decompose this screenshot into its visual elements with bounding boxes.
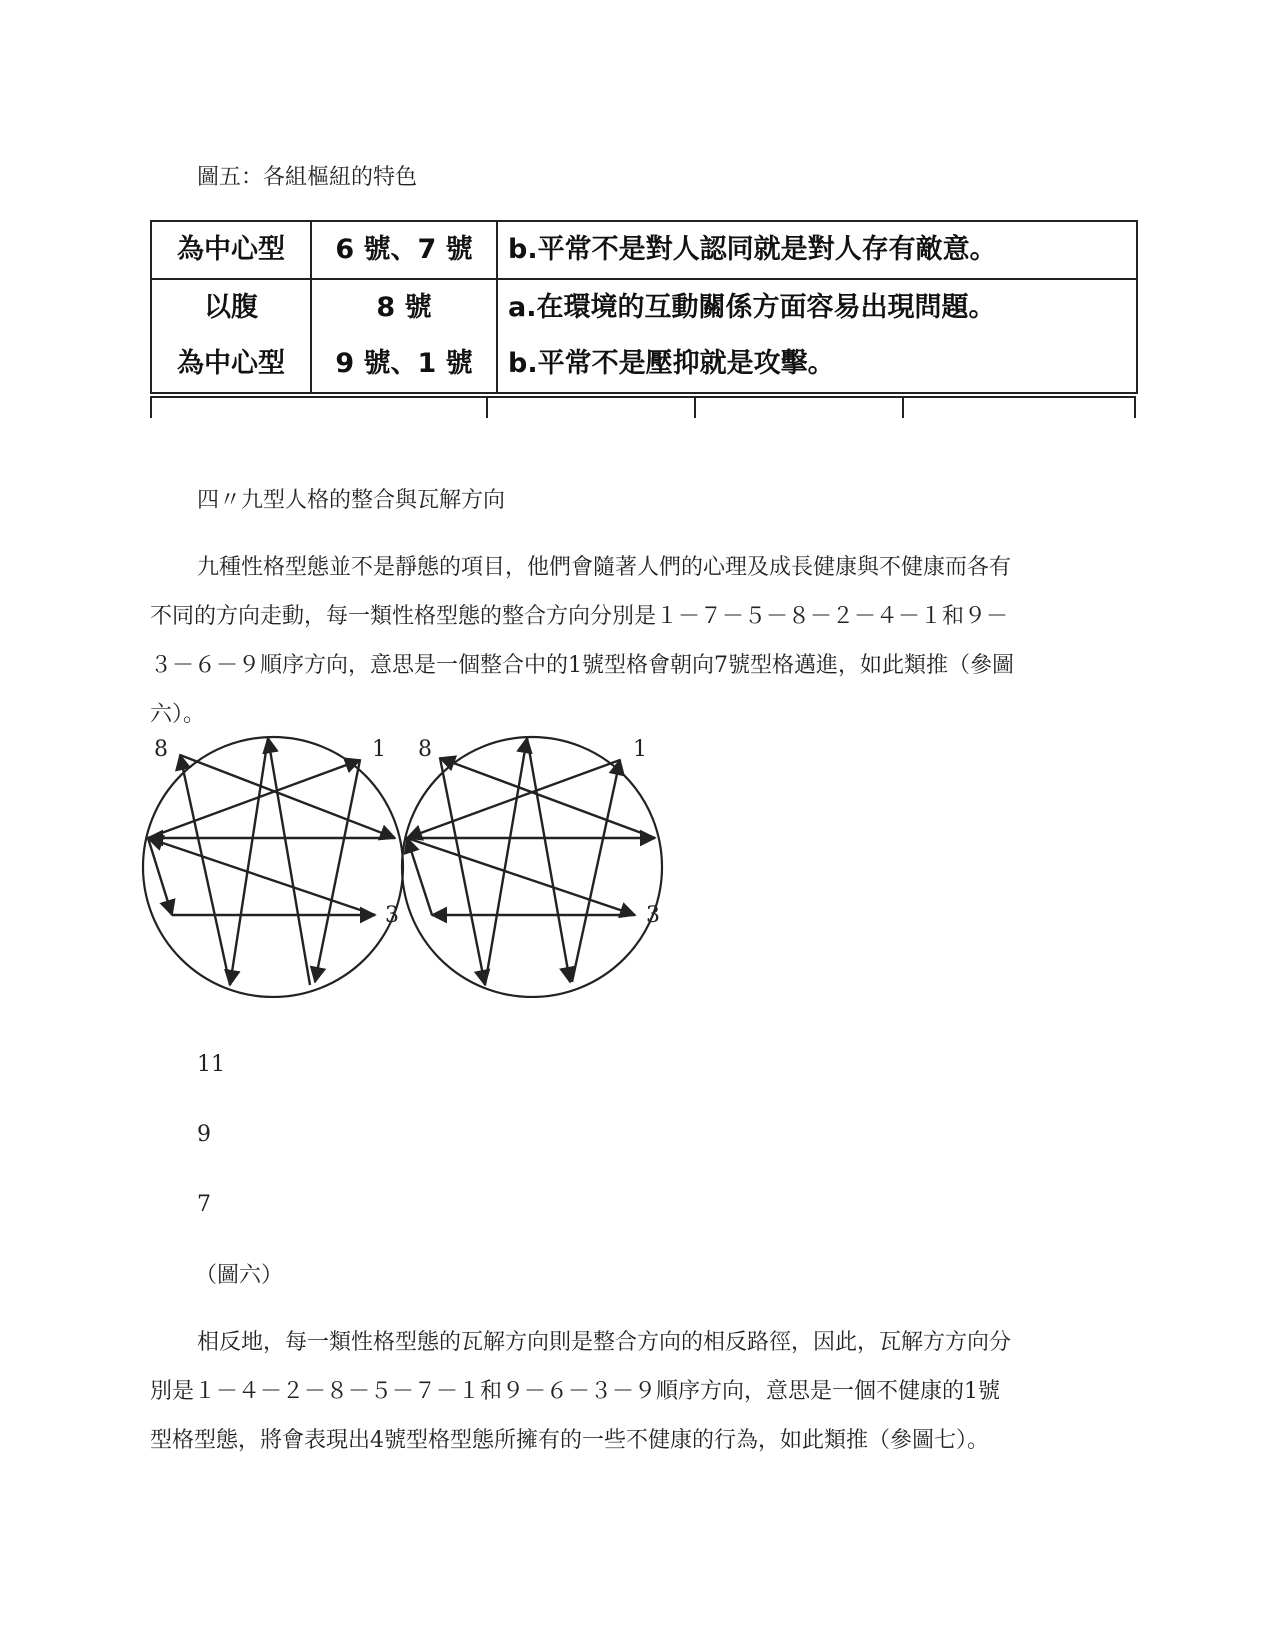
enneagram-diagrams: [140, 730, 700, 1005]
stray-number: 11: [197, 1052, 225, 1077]
label-8-right: 8: [418, 737, 432, 762]
table-row: [151, 279, 1137, 393]
figure6-caption: （圖六）: [195, 1263, 284, 1288]
enneagram-left: [143, 737, 403, 997]
label-3-right: 3: [646, 903, 660, 928]
type-description: b.平常不是對人認同就是對人存有敵意。: [497, 221, 1137, 279]
label-8-left: 8: [154, 737, 168, 762]
table-row: [151, 221, 1137, 279]
paragraph-integration: 九種性格型態並不是靜態的項目，他們會隨著人們的心理及成長健康與不健康而各有 不同的方向走動，每一類性格型態的整合方向分別是１－７－５－８－２－４－１和９－ ３－６－９順序方向，意思是一個整合中的1號型格會朝向7號型格邁進，如此類推（參圖 六）。: [150, 555, 1014, 727]
figure5-caption: 圖五：各組樞紐的特色: [197, 165, 418, 190]
section-heading: 四〃九型人格的整合與瓦解方向: [197, 488, 506, 513]
type-numbers: 6 號、7 號: [311, 221, 497, 279]
enneagram-right: [402, 737, 662, 997]
stray-number: 7: [197, 1192, 211, 1217]
center-type-label: 為中心型: [151, 221, 311, 279]
center-type-label: 以腹 為中心型: [151, 279, 311, 393]
label-1-right: 1: [633, 737, 647, 762]
stray-number: 9: [197, 1122, 211, 1147]
label-3-left: 3: [385, 903, 399, 928]
paragraph-disintegration: 相反地，每一類性格型態的瓦解方向則是整合方向的相反路徑，因此，瓦解方方向分 別是１－４－２－８－５－７－１和９－６－３－９順序方向，意思是一個不健康的1號 型格型態，將會表現出4號型格型態所擁有的一些不健康的行為，如此類推（參圖七）。: [150, 1330, 1012, 1453]
type-description: a.在環境的互動關係方面容易出現問題。 b.平常不是壓抑就是攻擊。: [497, 279, 1137, 393]
type-numbers: 8 號 9 號、1 號: [311, 279, 497, 393]
figure5-table: [150, 220, 1138, 394]
label-1-left: 1: [372, 737, 386, 762]
cropped-table-fragment: [150, 396, 1136, 418]
